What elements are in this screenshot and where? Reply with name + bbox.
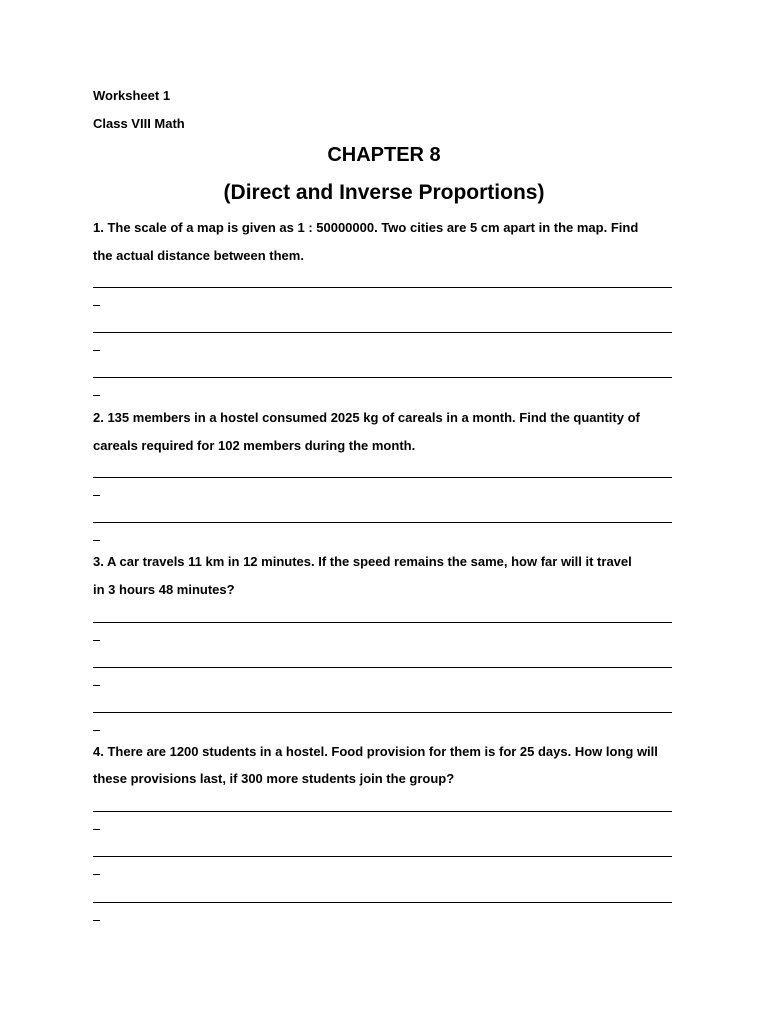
- answer-dash: [93, 640, 100, 641]
- question-2-line-1: 2. 135 members in a hostel consumed 2025 kg of careals in a month. Find the quantity of: [93, 410, 640, 425]
- answer-dash: [93, 920, 100, 921]
- answer-dash: [93, 829, 100, 830]
- answer-dash: [93, 495, 100, 496]
- question-4-line-2: these provisions last, if 300 more students join the group?: [93, 771, 455, 786]
- answer-line: [93, 522, 672, 523]
- question-1-line-1: 1. The scale of a map is given as 1 : 50000000. Two cities are 5 cm apart in the map. Find: [93, 220, 639, 235]
- question-3-line-2: in 3 hours 48 minutes?: [93, 582, 235, 597]
- chapter-number: CHAPTER 8: [327, 144, 441, 166]
- question-4-line-1: 4. There are 1200 students in a hostel. Food provision for them is for 25 days. How long will: [93, 744, 658, 759]
- question-2-line-2: careals required for 102 members during the month.: [93, 438, 416, 453]
- answer-line: [93, 811, 672, 812]
- answer-line: [93, 622, 672, 623]
- answer-dash: [93, 305, 100, 306]
- answer-dash: [93, 395, 100, 396]
- answer-line: [93, 477, 672, 478]
- answer-line: [93, 332, 672, 333]
- answer-dash: [93, 540, 100, 541]
- answer-line: [93, 902, 672, 903]
- answer-dash: [93, 730, 100, 731]
- answer-dash: [93, 685, 100, 686]
- answer-line: [93, 377, 672, 378]
- worksheet-label: Worksheet 1: [93, 88, 171, 103]
- question-3-line-1: 3. A car travels 11 km in 12 minutes. If the speed remains the same, how far will it travel: [93, 554, 632, 569]
- answer-dash: [93, 874, 100, 875]
- answer-line: [93, 667, 672, 668]
- class-label: Class VIII Math: [93, 116, 185, 131]
- question-1-line-2: the actual distance between them.: [93, 248, 304, 263]
- answer-dash: [93, 350, 100, 351]
- chapter-title: (Direct and Inverse Proportions): [223, 181, 545, 204]
- answer-line: [93, 287, 672, 288]
- answer-line: [93, 856, 672, 857]
- answer-line: [93, 712, 672, 713]
